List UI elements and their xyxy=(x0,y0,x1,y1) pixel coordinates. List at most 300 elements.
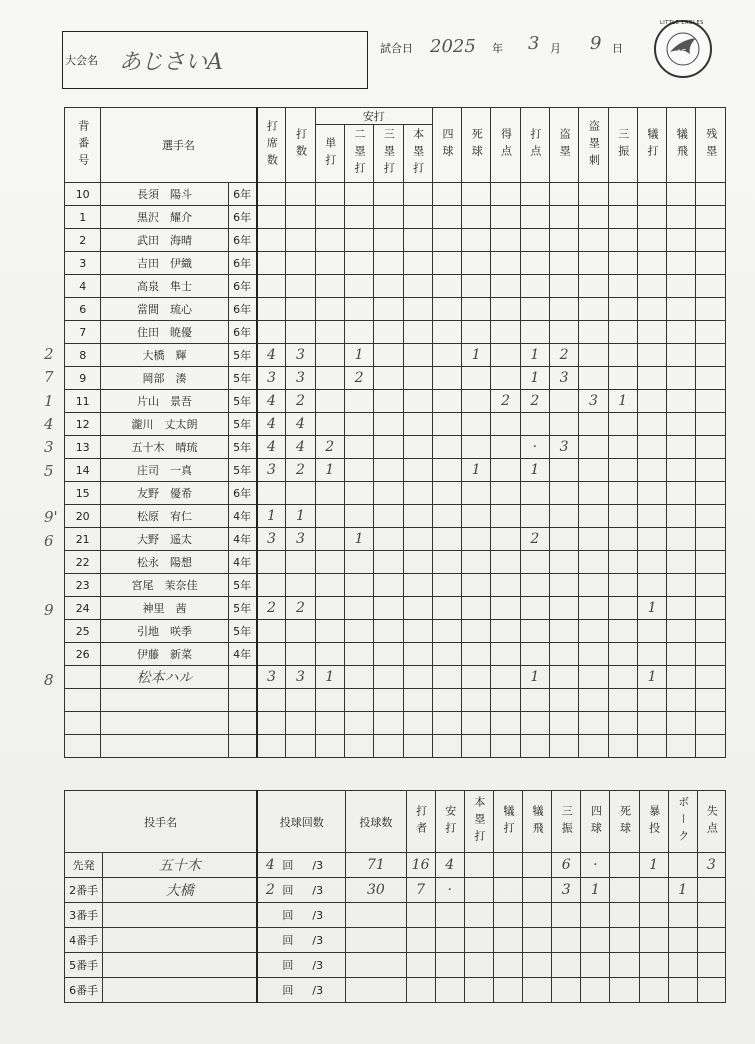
stat-cell: 3 xyxy=(257,528,286,551)
tournament-value: あじさいA xyxy=(119,50,223,75)
col-walks: 四球 xyxy=(432,108,461,183)
stat-cell xyxy=(403,574,432,597)
player-name: 瀧川 丈太朗 xyxy=(101,413,228,436)
player-number: 20 xyxy=(65,505,101,528)
stat-cell xyxy=(637,252,666,275)
stat-cell xyxy=(374,229,403,252)
stat-cell: 4 xyxy=(286,436,315,459)
pitch-stat-cell xyxy=(435,953,464,978)
stat-cell xyxy=(432,528,461,551)
stat-cell xyxy=(286,229,315,252)
stat-cell xyxy=(549,735,578,758)
stat-cell: 3 xyxy=(549,436,578,459)
stat-cell xyxy=(491,666,520,689)
stat-cell xyxy=(667,367,696,390)
pitch-stat-cell xyxy=(435,978,464,1003)
player-name: 吉田 伊織 xyxy=(101,252,228,275)
stat-cell xyxy=(374,505,403,528)
stat-cell xyxy=(608,482,637,505)
stat-cell xyxy=(491,643,520,666)
stat-cell: 1 xyxy=(520,459,549,482)
pitch-stat-cell xyxy=(435,928,464,953)
player-name: 當間 琉心 xyxy=(101,298,228,321)
stat-cell xyxy=(667,275,696,298)
stat-cell xyxy=(315,689,344,712)
pitch-stat-cell xyxy=(639,928,668,953)
pitch-stat-cell xyxy=(552,903,581,928)
stat-cell xyxy=(257,252,286,275)
batting-row xyxy=(65,528,726,551)
pitch-stat-cell xyxy=(523,978,552,1003)
stat-cell xyxy=(462,505,491,528)
player-grade: 6年 xyxy=(228,183,256,206)
pitch-stat-cell xyxy=(523,903,552,928)
batting-row xyxy=(65,482,726,505)
stat-cell xyxy=(257,735,286,758)
stat-cell xyxy=(315,344,344,367)
stat-cell xyxy=(549,528,578,551)
player-name: 引地 咲季 xyxy=(101,620,228,643)
stat-cell xyxy=(608,367,637,390)
stat-cell xyxy=(667,344,696,367)
stat-cell xyxy=(696,390,726,413)
stat-cell xyxy=(637,229,666,252)
pitching-row xyxy=(65,903,726,928)
stat-cell xyxy=(520,505,549,528)
stat-cell xyxy=(667,482,696,505)
col-sac-fly: 犠飛 xyxy=(667,108,696,183)
stat-cell xyxy=(579,597,608,620)
stat-cell xyxy=(637,367,666,390)
stat-cell xyxy=(696,298,726,321)
stat-cell xyxy=(257,183,286,206)
stat-cell xyxy=(491,413,520,436)
stat-cell xyxy=(403,252,432,275)
stat-cell: 1 xyxy=(344,528,373,551)
batting-row xyxy=(65,459,726,482)
col-p-runs: 失点 xyxy=(697,791,725,853)
player-number: 12 xyxy=(65,413,101,436)
stat-cell xyxy=(374,620,403,643)
stat-cell xyxy=(491,206,520,229)
pitch-count xyxy=(346,928,406,953)
stat-cell: 3 xyxy=(579,390,608,413)
stat-cell xyxy=(344,436,373,459)
innings-cell xyxy=(257,853,345,878)
stat-cell xyxy=(608,344,637,367)
stat-cell xyxy=(257,643,286,666)
stat-cell xyxy=(579,321,608,344)
stat-cell xyxy=(257,551,286,574)
pitch-stat-cell xyxy=(464,878,493,903)
player-number: 24 xyxy=(65,597,101,620)
col-player: 選手名 xyxy=(101,108,257,183)
player-name: 松原 宥仁 xyxy=(101,505,228,528)
stat-cell xyxy=(374,551,403,574)
player-number: 4 xyxy=(65,275,101,298)
col-hbp: 死球 xyxy=(462,108,491,183)
stat-cell xyxy=(491,298,520,321)
stat-cell xyxy=(549,620,578,643)
batting-order-mark: 9 xyxy=(44,601,54,620)
innings-unit: 回 xyxy=(282,984,294,997)
pitch-stat-cell xyxy=(668,978,697,1003)
stat-cell xyxy=(257,321,286,344)
stat-cell xyxy=(344,689,373,712)
pitch-stat-cell xyxy=(464,953,493,978)
stat-cell xyxy=(462,551,491,574)
stat-cell xyxy=(491,275,520,298)
stat-cell: 2 xyxy=(520,390,549,413)
stat-cell xyxy=(696,689,726,712)
player-grade: 5年 xyxy=(228,620,256,643)
logo-text: LITTLE EAGLES xyxy=(660,20,704,26)
batting-row xyxy=(65,367,726,390)
pitch-stat-cell xyxy=(581,953,610,978)
batting-row xyxy=(65,390,726,413)
pitcher-role: 2番手 xyxy=(65,878,103,903)
stat-cell xyxy=(286,620,315,643)
stat-cell xyxy=(491,367,520,390)
stat-cell xyxy=(432,643,461,666)
innings-unit: 回 xyxy=(282,909,294,922)
stat-cell: 2 xyxy=(549,344,578,367)
pitch-stat-cell xyxy=(581,978,610,1003)
stat-cell xyxy=(315,390,344,413)
stat-cell xyxy=(520,643,549,666)
stat-cell xyxy=(491,597,520,620)
stat-cell xyxy=(549,551,578,574)
pitch-stat-cell xyxy=(493,928,522,953)
stat-cell xyxy=(579,344,608,367)
pitching-row xyxy=(65,878,726,903)
stat-cell xyxy=(315,321,344,344)
player-number: 23 xyxy=(65,574,101,597)
col-strikeouts: 三振 xyxy=(608,108,637,183)
stat-cell xyxy=(374,482,403,505)
stat-cell xyxy=(432,183,461,206)
year-label: 年 xyxy=(492,42,503,55)
player-name: 長須 陽斗 xyxy=(101,183,228,206)
pitch-stat-cell: 16 xyxy=(406,853,435,878)
innings-cell xyxy=(257,878,345,903)
stat-cell xyxy=(286,183,315,206)
pitcher-role: 5番手 xyxy=(65,953,103,978)
stat-cell xyxy=(462,620,491,643)
stat-cell xyxy=(374,689,403,712)
col-sac-bunt: 犠打 xyxy=(637,108,666,183)
player-grade: 5年 xyxy=(228,459,256,482)
pitcher-role: 4番手 xyxy=(65,928,103,953)
player-grade: 5年 xyxy=(228,574,256,597)
stat-cell xyxy=(315,183,344,206)
stat-cell xyxy=(491,712,520,735)
stat-cell xyxy=(637,689,666,712)
stat-cell xyxy=(374,574,403,597)
stat-cell xyxy=(696,413,726,436)
stat-cell xyxy=(344,298,373,321)
stat-cell xyxy=(579,620,608,643)
stat-cell xyxy=(374,298,403,321)
pitch-stat-cell xyxy=(464,903,493,928)
stat-cell xyxy=(520,252,549,275)
stat-cell xyxy=(315,413,344,436)
player-name: 武田 海晴 xyxy=(101,229,228,252)
stat-cell xyxy=(491,183,520,206)
col-p-strikeouts: 三振 xyxy=(552,791,581,853)
stat-cell xyxy=(696,229,726,252)
stat-cell xyxy=(696,574,726,597)
pitcher-name xyxy=(103,978,258,1003)
stat-cell xyxy=(579,298,608,321)
stat-cell: 1 xyxy=(520,344,549,367)
stat-cell xyxy=(315,574,344,597)
pitch-stat-cell xyxy=(697,878,725,903)
stat-cell xyxy=(549,183,578,206)
stat-cell xyxy=(696,551,726,574)
stat-cell xyxy=(608,298,637,321)
pitcher-role: 先発 xyxy=(65,853,103,878)
innings-third: /3 xyxy=(312,884,324,897)
stat-cell xyxy=(667,712,696,735)
player-name: 大橋 輝 xyxy=(101,344,228,367)
stat-cell xyxy=(432,390,461,413)
innings-value: 2 xyxy=(265,882,275,898)
batting-table xyxy=(64,107,726,758)
batting-row xyxy=(65,620,726,643)
stat-cell xyxy=(608,712,637,735)
pitch-stat-cell xyxy=(406,978,435,1003)
player-name xyxy=(101,689,228,712)
stat-cell: 3 xyxy=(549,367,578,390)
stat-cell xyxy=(520,712,549,735)
stat-cell xyxy=(432,505,461,528)
stat-cell xyxy=(491,528,520,551)
stat-cell xyxy=(696,206,726,229)
stat-cell xyxy=(491,436,520,459)
stat-cell xyxy=(637,459,666,482)
stat-cell xyxy=(549,712,578,735)
player-number: 2 xyxy=(65,229,101,252)
player-name: 庄司 一真 xyxy=(101,459,228,482)
stat-cell xyxy=(608,574,637,597)
player-name: 黒沢 耀介 xyxy=(101,206,228,229)
pitching-row xyxy=(65,953,726,978)
pitch-stat-cell xyxy=(493,978,522,1003)
pitcher-name: 大橋 xyxy=(103,878,258,903)
stat-cell xyxy=(667,390,696,413)
stat-cell xyxy=(403,459,432,482)
stat-cell xyxy=(637,298,666,321)
pitch-count: 30 xyxy=(346,878,406,903)
stat-cell xyxy=(462,275,491,298)
innings-unit: 回 xyxy=(282,959,294,972)
stat-cell xyxy=(344,206,373,229)
stat-cell: 1 xyxy=(286,505,315,528)
stat-cell xyxy=(344,459,373,482)
stat-cell: 1 xyxy=(462,459,491,482)
stat-cell xyxy=(374,459,403,482)
stat-cell xyxy=(579,436,608,459)
stat-cell xyxy=(549,689,578,712)
stat-cell xyxy=(286,712,315,735)
stat-cell xyxy=(637,643,666,666)
player-number: 13 xyxy=(65,436,101,459)
player-grade xyxy=(228,666,256,689)
stat-cell xyxy=(344,643,373,666)
stat-cell xyxy=(549,229,578,252)
col-p-sac-fly: 犠飛 xyxy=(523,791,552,853)
pitch-stat-cell xyxy=(668,903,697,928)
col-lob: 残塁 xyxy=(696,108,726,183)
stat-cell: 2 xyxy=(286,459,315,482)
stat-cell xyxy=(344,712,373,735)
pitch-stat-cell: 3 xyxy=(697,853,725,878)
stat-cell xyxy=(286,206,315,229)
stat-cell xyxy=(520,597,549,620)
stat-cell xyxy=(549,206,578,229)
stat-cell xyxy=(315,252,344,275)
stat-cell xyxy=(667,620,696,643)
pitch-stat-cell xyxy=(668,928,697,953)
stat-cell xyxy=(608,666,637,689)
pitch-stat-cell xyxy=(552,928,581,953)
stat-cell xyxy=(462,712,491,735)
pitch-stat-cell xyxy=(552,953,581,978)
stat-cell xyxy=(549,574,578,597)
player-name xyxy=(101,712,228,735)
batting-row xyxy=(65,643,726,666)
stat-cell xyxy=(344,597,373,620)
stat-cell xyxy=(315,620,344,643)
stat-cell xyxy=(403,344,432,367)
stat-cell xyxy=(579,735,608,758)
stat-cell xyxy=(315,229,344,252)
stat-cell xyxy=(520,620,549,643)
stat-cell xyxy=(403,298,432,321)
player-name: 五十木 晴琉 xyxy=(101,436,228,459)
stat-cell xyxy=(462,689,491,712)
player-grade xyxy=(228,712,256,735)
batting-order-mark: 9' xyxy=(44,508,58,527)
batting-order-mark: 5 xyxy=(44,461,54,480)
pitch-stat-cell xyxy=(523,928,552,953)
stat-cell xyxy=(374,735,403,758)
stat-cell xyxy=(667,459,696,482)
player-number: 3 xyxy=(65,252,101,275)
pitch-count xyxy=(346,978,406,1003)
stat-cell xyxy=(432,252,461,275)
stat-cell xyxy=(315,206,344,229)
pitch-stat-cell xyxy=(523,878,552,903)
stat-cell xyxy=(286,574,315,597)
batting-row xyxy=(65,183,726,206)
tournament-label: 大会名 xyxy=(65,54,98,67)
player-grade: 4年 xyxy=(228,505,256,528)
batting-order-mark: 3 xyxy=(44,438,54,457)
player-grade: 6年 xyxy=(228,275,256,298)
stat-cell xyxy=(462,643,491,666)
stat-cell xyxy=(315,735,344,758)
innings-cell xyxy=(257,903,345,928)
stat-cell xyxy=(374,344,403,367)
pitcher-name xyxy=(103,903,258,928)
player-number: 7 xyxy=(65,321,101,344)
stat-cell xyxy=(462,666,491,689)
stat-cell xyxy=(403,689,432,712)
stat-cell xyxy=(491,321,520,344)
stat-cell xyxy=(315,482,344,505)
pitcher-name xyxy=(103,953,258,978)
stat-cell xyxy=(344,505,373,528)
stat-cell: 1 xyxy=(462,344,491,367)
stat-cell: 1 xyxy=(520,367,549,390)
stat-cell: 2 xyxy=(257,597,286,620)
col-hits: 安打 xyxy=(315,108,432,125)
stat-cell xyxy=(520,689,549,712)
stat-cell xyxy=(608,597,637,620)
team-logo xyxy=(654,20,712,78)
stat-cell: 3 xyxy=(257,666,286,689)
pitch-stat-cell xyxy=(581,928,610,953)
stat-cell xyxy=(520,298,549,321)
stat-cell xyxy=(696,275,726,298)
stat-cell xyxy=(403,413,432,436)
pitcher-name: 五十木 xyxy=(103,853,258,878)
stat-cell xyxy=(286,298,315,321)
col-p-sac-bunt: 犠打 xyxy=(493,791,522,853)
pitching-table xyxy=(64,790,726,1003)
stat-cell xyxy=(667,183,696,206)
stat-cell xyxy=(608,321,637,344)
col-triple: 三塁打 xyxy=(374,125,403,183)
stat-cell xyxy=(374,666,403,689)
batting-row xyxy=(65,229,726,252)
innings-third: /3 xyxy=(312,984,324,997)
stat-cell xyxy=(579,413,608,436)
player-grade: 6年 xyxy=(228,298,256,321)
col-innings: 投球回数 xyxy=(257,791,345,853)
pitch-stat-cell xyxy=(639,978,668,1003)
stat-cell xyxy=(462,482,491,505)
stat-cell xyxy=(374,528,403,551)
player-grade: 5年 xyxy=(228,413,256,436)
stat-cell xyxy=(608,643,637,666)
stat-cell xyxy=(344,321,373,344)
stat-cell xyxy=(403,666,432,689)
stat-cell xyxy=(608,413,637,436)
stat-cell xyxy=(667,551,696,574)
stat-cell xyxy=(286,689,315,712)
stat-cell xyxy=(637,482,666,505)
col-p-wild: 暴投 xyxy=(639,791,668,853)
stat-cell xyxy=(315,298,344,321)
stat-cell xyxy=(462,183,491,206)
stat-cell xyxy=(696,712,726,735)
stat-cell xyxy=(462,735,491,758)
stat-cell xyxy=(462,597,491,620)
stat-cell xyxy=(696,482,726,505)
batting-row xyxy=(65,597,726,620)
stat-cell xyxy=(520,321,549,344)
col-number: 背番号 xyxy=(65,108,101,183)
col-plate-appearances: 打席数 xyxy=(257,108,286,183)
player-name xyxy=(101,735,228,758)
stat-cell xyxy=(344,413,373,436)
col-at-bats: 打数 xyxy=(286,108,315,183)
stat-cell xyxy=(637,275,666,298)
stat-cell: 2 xyxy=(315,436,344,459)
